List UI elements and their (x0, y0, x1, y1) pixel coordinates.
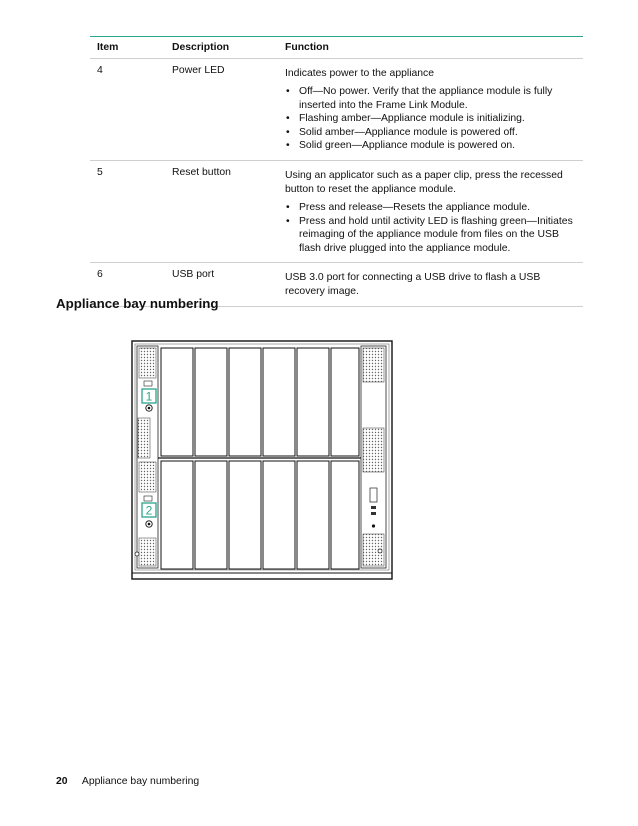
header-function: Function (278, 37, 583, 59)
table-row (90, 160, 583, 262)
bullet-item: • Solid amber—Appliance module is powered off. (285, 126, 576, 140)
bay-1-label-icon (142, 389, 156, 404)
item-function (278, 263, 583, 307)
item-function (278, 59, 583, 161)
right-side-rail (361, 346, 386, 568)
header-item: Item (90, 37, 165, 59)
bullet-item: • Flashing amber—Appliance module is initializing. (285, 112, 576, 126)
bullet-item: • Solid green—Appliance module is powered on. (285, 139, 576, 153)
item-number: 5 (90, 160, 165, 262)
table-header-row (90, 37, 583, 59)
bay-1-label: 1 (145, 389, 153, 404)
function-intro: Using an applicator such as a paper clip, press the recessed button to reset the appliance module. (285, 169, 563, 195)
appliance-bay-diagram (131, 338, 393, 580)
bay-2-slots (161, 461, 359, 569)
bay-2-label: 2 (145, 503, 153, 518)
item-number: 6 (90, 263, 165, 307)
footer-section-title: Appliance bay numbering (81, 776, 200, 787)
bay-2-label-icon (142, 503, 156, 518)
bullet-item: • Off—No power. Verify that the appliance module is fully inserted into the Frame Link Module. (285, 85, 576, 112)
item-description: Reset button (165, 160, 278, 262)
page-footer (56, 776, 199, 787)
function-intro: Indicates power to the appliance (285, 68, 435, 79)
section-heading: Appliance bay numbering (56, 296, 219, 311)
item-description: USB port (165, 263, 278, 307)
function-bullet-list (285, 85, 576, 153)
component-table (90, 36, 583, 307)
bullet-item: • Press and release—Resets the appliance module. (285, 201, 576, 215)
table-row (90, 59, 583, 161)
bullet-item: • Press and hold until activity LED is flashing green—Initiates reimaging of the appliance module from files on the USB flash drive plugged into the appliance module. (285, 215, 576, 256)
function-intro: USB 3.0 port for connecting a USB drive to flash a USB recovery image. (285, 272, 541, 298)
function-bullet-list (285, 201, 576, 255)
bay-1-slots (161, 348, 359, 456)
item-description: Power LED (165, 59, 278, 161)
page-number: 20 (56, 776, 68, 787)
header-description: Description (165, 37, 278, 59)
item-function (278, 160, 583, 262)
item-number: 4 (90, 59, 165, 161)
